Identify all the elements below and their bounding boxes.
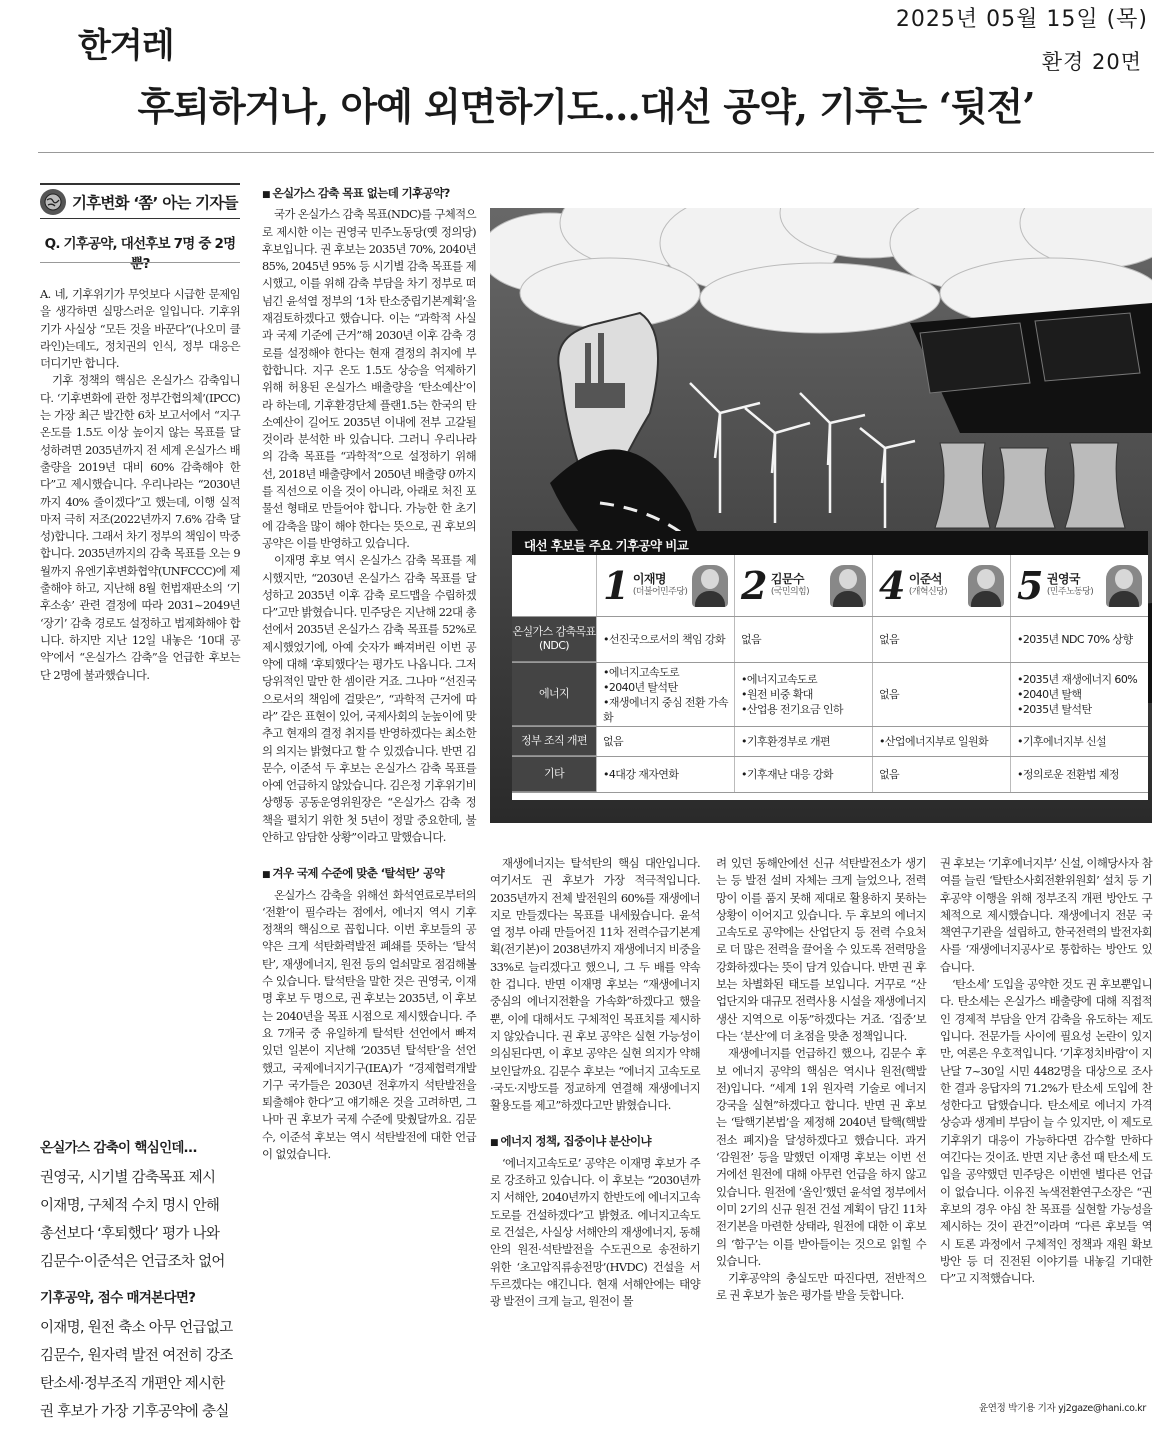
candidate-header bbox=[1010, 555, 1148, 616]
table-cell bbox=[734, 727, 872, 756]
table-row bbox=[512, 757, 1148, 793]
question-heading: Q. 기후공약, 대선후보 7명 중 2명뿐? bbox=[44, 236, 236, 272]
cell-line: 없음 bbox=[603, 735, 624, 748]
candidate-name: 김문수 bbox=[770, 571, 804, 586]
subheading: ■ 에너지 정책, 집중이냐 분산이냐 bbox=[490, 1133, 700, 1152]
table-cell bbox=[872, 663, 1010, 726]
sidebar-summary bbox=[40, 1136, 240, 1426]
comparison-table bbox=[512, 531, 1148, 800]
table-cell bbox=[872, 757, 1010, 792]
sidebar-line: 권영국, 시기별 감축목표 제시 bbox=[40, 1170, 216, 1186]
table-row bbox=[512, 663, 1148, 727]
candidate-party: (민주노동당) bbox=[1046, 586, 1094, 597]
series-label: 기후변화 ‘쫌’ 아는 기자들 bbox=[72, 193, 238, 212]
candidate-photo bbox=[968, 565, 1004, 607]
article-column-2 bbox=[262, 183, 476, 1163]
paragraph: 권 후보는 ‘기후에너지부’ 신설, 이해당사자 참여를 늘린 ‘탈탄소사회전환위원회’ 설치 등 기후공약 이행을 위해 정부조직 개편 방안도 구체적으로 제시했습니다. 재생에너지 전문 국책연구기관을 설립하고, 한국전력의 발전자회사를 ‘재생에너지공사’로 통합하는 방안도 있습니다. bbox=[940, 856, 1152, 974]
table-cell bbox=[872, 617, 1010, 662]
article-column-5 bbox=[940, 855, 1152, 1287]
sidebar-line: 이재명, 구체적 수치 명시 안해 bbox=[40, 1198, 220, 1214]
question-divider bbox=[40, 262, 240, 263]
sidebar-line: 총선보다 ‘후퇴했다’ 평가 나와 bbox=[40, 1226, 220, 1242]
candidate-header bbox=[734, 555, 872, 616]
sidebar-line: 이재명, 원전 축소 아무 언급없고 bbox=[40, 1320, 233, 1336]
cell-line: •2035년 탈석탄 bbox=[1017, 703, 1092, 716]
row-header: 기타 bbox=[512, 757, 596, 792]
cell-line: •기후환경부로 개편 bbox=[741, 735, 830, 748]
cell-line: •2040년 탈핵 bbox=[1017, 688, 1082, 701]
table-row bbox=[512, 617, 1148, 663]
cell-line: •원전 비중 확대 bbox=[741, 688, 813, 701]
table-cell bbox=[734, 617, 872, 662]
cell-line: •기후재난 대응 강화 bbox=[741, 768, 833, 781]
sidebar-line: 김문수·이준석은 언급조차 없어 bbox=[40, 1254, 225, 1270]
section-page: 환경 20면 bbox=[1041, 50, 1142, 74]
cell-line: 없음 bbox=[741, 633, 762, 646]
candidate-header bbox=[596, 555, 734, 616]
cell-line: •4대강 재자연화 bbox=[603, 768, 679, 781]
row-header: 정부 조직 개편 bbox=[512, 727, 596, 756]
cell-line: •2040년 탈석탄 bbox=[603, 680, 678, 694]
earth-icon bbox=[40, 189, 66, 215]
candidate-number: 2 bbox=[741, 563, 767, 608]
cell-line: 없음 bbox=[879, 688, 900, 701]
candidate-party: (국민의힘) bbox=[770, 586, 810, 597]
candidate-name: 이준석 bbox=[908, 571, 942, 586]
headline: 후퇴하거나, 아예 외면하기도…대선 공약, 기후는 ‘뒷전’ bbox=[137, 84, 1035, 129]
paragraph: 재생에너지는 탈석탄의 핵심 대안입니다. 여기서도 권 후보가 가장 적극적입니다. 2035년까지 전체 발전원의 60%를 재생에너지로 만들겠다는 목표를 내세웠습니다. 윤석열 정부 아래 만들어진 11차 전력수급기본계획(전기본)이 2038년까지 재생에너지 비중을 33%로 늘리겠다고 했으니, 그 두 배를 약속한 겁니다. 반면 이재명 후보는 “재생에너지 중심의 에너지전환을 가속화”하겠다고 했을 뿐, 이에 대해서도 구체적인 목표치를 제시하지 않았습니다. 권 후보 공약은 실현 가능성이 의심된다면, 이 후보 공약은 실현 의지가 약해 보인달까요. 김문수 후보는 “에너지 고속도로·국도·지방도를 정교하게 연결해 재생에너지 활용도를 제고”하겠다고만 밝혔습니다. bbox=[490, 856, 700, 1113]
cell-line: •산업용 전기요금 인하 bbox=[741, 703, 843, 716]
header-divider bbox=[38, 152, 1154, 153]
paragraph: 국가 온실가스 감축 목표(NDC)를 구체적으로 제시한 이는 권영국 민주노동당(옛 정의당) 후보입니다. 권 후보는 2035년 70%, 2040년 85%, 2045년 95% 등 시기별 감축 목표를 제시했고, 이를 위해 감축 부담을 차기 정부로 떠넘긴 윤석열 정부의 ‘1차 탄소중립기본계획’을 재검토하겠다고 했습니다. 이는 “과학적 사실과 국제 기준에 근거”해 2030년 이후 감축 경로를 설정해야 한다는 현재 결정의 취지에 부합합니다. 지구 온도 1.5도 상승을 억제하기 위해 허용된 온실가스 배출량을 ‘탄소예산’이라 하는데, 기후환경단체 플랜1.5는 한국의 탄소예산이 길어도 2035년 이내에 전부 고갈될 것이라 분석한 바 있습니다. 그러니 우리나라의 감축 목표를 “과학적”으로 설정하기 위해선, 2018년 배출량에서 2050년 배출량 0까지를 직선으로 이을 것이 아니라, 아래로 처진 포물선 형태로 만들어야 합니다. 가능한 한 초기에 감축을 많이 해야 한다는 뜻으로, 권 후보의 공약은 이를 반영하고 있습니다. bbox=[262, 207, 476, 550]
paragraph: 재생에너지를 언급하긴 했으나, 김문수 후보 에너지 공약의 핵심은 역시나 원전(핵발전)입니다. “세계 1위 원자력 기술로 에너지 강국을 실현”하겠다고 합니다. 반면 권 후보는 ‘탈핵기본법’을 제정해 2040년 탈핵(핵발전소 폐지)을 달성하겠다고 했습니다. 과거 ‘감원전’ 등을 말했던 이재명 후보는 이번 선거에선 원전에 대해 아무런 언급을 하지 않고 있습니다. 원전에 ‘올인’했던 윤석열 정부에서 이미 2기의 신규 원전 건설 계획이 담긴 11차 전기본을 마련한 상태라, 원전에 대한 이 후보의 ‘함구’는 이를 받아들이는 것으로 읽힐 수 있습니다. bbox=[716, 1046, 926, 1268]
paragraph: 려 있던 동해안에선 신규 석탄발전소가 생기는 등 발전 설비 자체는 크게 늘었으나, 전력망이 이를 품지 못해 제대로 활용하지 못하는 상황이 이어지고 있습니다. 두 후보의 에너지고속도로 공약에는 산업단지 등 전력 수요처로 더 많은 전력을 끌어올 수 있도록 전력망을 강화하겠다는 뜻이 담겨 있습니다. 반면 권 후보는 차별화된 태도를 보입니다. 거꾸로 “산업단지와 대규모 전력사용 시설을 재생에너지 생산 지역으로 이동”하겠다는 거죠. ‘집중’보다는 ‘분산’에 더 초점을 맞춘 정책입니다. bbox=[716, 856, 926, 1043]
article-column-1 bbox=[40, 286, 240, 684]
cell-line: •에너지고속도로 bbox=[741, 673, 818, 686]
cell-line: •산업에너지부로 일원화 bbox=[879, 735, 989, 748]
candidate-name: 권영국 bbox=[1046, 571, 1080, 586]
sidebar-heading: 온실가스 감축이 핵심인데… bbox=[40, 1140, 197, 1156]
candidate-photo bbox=[692, 565, 728, 607]
cell-line: •에너지고속도로 bbox=[603, 665, 680, 679]
candidate-header bbox=[872, 555, 1010, 616]
table-row bbox=[512, 727, 1148, 757]
table-title: 대선 후보들 주요 기후공약 비교 bbox=[512, 531, 1148, 555]
candidate-party: (개혁신당) bbox=[908, 586, 948, 597]
candidate-number: 4 bbox=[879, 563, 905, 608]
table-body bbox=[512, 617, 1148, 793]
sidebar-line: 김문수, 원자력 발전 여전히 강조 bbox=[40, 1348, 233, 1364]
series-badge bbox=[40, 183, 240, 219]
candidate-number: 1 bbox=[603, 563, 629, 608]
paragraph: A. 네, 기후위기가 무엇보다 시급한 문제임을 생각하면 실망스러운 일입니다. 기후위기가 사실상 “모든 것을 바꾼다”(나오미 클라인)는데도, 정치권의 인식, 정부 대응은 더디기만 합니다. bbox=[40, 287, 240, 371]
table-cell bbox=[596, 663, 734, 726]
paragraph: 기후 정책의 핵심은 온실가스 감축입니다. ‘기후변화에 관한 정부간협의체’(IPCC)는 가장 최근 발간한 6차 보고서에서 “지구온도를 1.5도 이상 높이지 않는 목표를 달성하려면 2035년까지 전 세계 온실가스 배출량을 2019년 대비 60% 감축해야 한다”고 제시했습니다. 우리나라는 “2030년까지 40% 줄이겠다”고 했는데, 이행 실적마저 극히 저조(2022년까지 7.6% 감축 달성)합니다. 그래서 차기 정부의 책임이 막중합니다. 2035년까지의 감축 목표를 오는 9월까지 유엔기후변화협약(UNFCCC)에 제출해야 하고, 지난해 8월 헌법재판소의 ‘기후소송’ 관련 결정에 따라 2031~2049년 ‘장기’ 감축 경로도 설정하고 법제화해야 합니다. 하지만 지난 12일 내놓은 ‘10대 공약’에서 “온실가스 감축”을 언급한 후보는 단 2명에 불과했습니다. bbox=[40, 373, 240, 682]
row-header: 에너지 bbox=[512, 663, 596, 726]
cell-line: •선진국으로서의 책임 강화 bbox=[603, 633, 725, 646]
paragraph: 이재명 후보 역시 온실가스 감축 목표를 제시했지만, “2030년 온실가스 감축 목표를 달성하고 2035년 이후 감축 로드맵을 수립하겠다”고만 밝혔습니다. 민주당은 지난해 22대 총선에서 2035년 온실가스 감축 목표를 52%로 제시했었기에, 아예 숫자가 빠져버린 이번 공약에 대해 ‘후퇴했다’는 평가도 나옵니다. 그저 당위적인 말만 한 셈이란 거죠. 그나마 “선진국으로서의 책임에 걸맞은”, “과학적 근거에 따라” 같은 표현이 있어, 국제사회의 눈높이에 맞추고 현재의 결정 취지를 반영하겠다는 최소한의 의지는 밝혔다고 할 수 있겠습니다. 반면 김문수, 이준석 두 후보는 온실가스 감축 목표를 아예 언급하지 않았습니다. 김은정 기후위기비상행동 공동운영위원장은 “온실가스 감축 정책을 펼치기 위한 첫 5년이 정말 중요한데, 불안하고 암담한 상황”이라고 말했습니다. bbox=[262, 553, 476, 844]
cell-line: 없음 bbox=[879, 633, 900, 646]
cell-line: •2035년 NDC 70% 상향 bbox=[1017, 633, 1133, 646]
table-header-row bbox=[512, 555, 1148, 617]
cell-line: •정의로운 전환법 제정 bbox=[1017, 768, 1119, 781]
table-cell bbox=[734, 663, 872, 726]
sidebar-line: 탄소세·정부조직 개편안 제시한 bbox=[40, 1376, 225, 1392]
table-cell bbox=[1010, 727, 1148, 756]
paragraph: ‘에너지고속도로’ 공약은 이재명 후보가 주로 강조하고 있습니다. 이 후보는 “2030년까지 서해안, 2040년까지 한반도에 에너지고속도로를 건설하겠다”고 밝혔죠. 에너지고속도로 건설은, 사실상 서해안의 재생에너지, 동해안의 원전·석탄발전을 수도권으로 송전하기 위한 ‘초고압직류송전망’(HVDC) 건설을 서두르겠다는 얘긴니다. 현재 서해안에는 태양광 발전이 크게 늘고, 원전이 몰 bbox=[490, 1155, 700, 1309]
candidate-name: 이재명 bbox=[632, 571, 666, 586]
paragraph: 온실가스 감축을 위해선 화석연료로부터의 ‘전환’이 필수라는 점에서, 에너지 역시 기후 정책의 핵심으로 꼽힙니다. 이번 후보들의 공약은 크게 석탄화력발전 폐쇄를 뜻하는 ‘탈석탄’, 재생에너지, 원전 등의 얼쇠말로 점검해볼 수 있습니다. 탈석탄을 말한 것은 권영국, 이재명 후보 두 명으로, 권 후보는 2035년, 이 후보는 2040년을 목표 시점으로 제시했습니다. 주요 7개국 중 유일하게 탈석탄 선언에서 빠져 있던 일본이 지난해 ‘2035년 탈석탄’을 선언했고, 국제에너지기구(IEA)가 “경제협력개발기구 국가들은 2030년 전후까지 석탄발전을 퇴출해야 한다”고 얘기해온 것을 고려하면, 그나마 권 후보가 국제 수준에 맞췄달까요. 김문수, 이준석 후보는 역시 석탄발전에 대한 언급이 없었습니다. bbox=[262, 887, 476, 1162]
cell-line: •재생에너지 중심 전환 가속화 bbox=[603, 695, 728, 724]
table-cell bbox=[1010, 757, 1148, 792]
byline: 윤연정 박기용 기자 yj2gaze@hani.co.kr bbox=[978, 1403, 1146, 1414]
table-cell bbox=[1010, 663, 1148, 726]
candidate-party: (더불어민주당) bbox=[632, 586, 688, 597]
table-cell bbox=[872, 727, 1010, 756]
row-header: 온실가스 감축목표(NDC) bbox=[512, 617, 596, 662]
table-cell bbox=[596, 727, 734, 756]
sidebar-line: 권 후보가 가장 기후공약에 충실 bbox=[40, 1404, 229, 1420]
paragraph: 기후공약의 충실도만 따진다면, 전반적으로 권 후보가 높은 평가를 받을 듯합니다. bbox=[716, 1271, 926, 1303]
candidate-number: 5 bbox=[1017, 563, 1043, 608]
paragraph: ‘탄소세’ 도입을 공약한 것도 권 후보뿐입니다. 탄소세는 온실가스 배출량에 대해 직접적인 경제적 부담을 안겨 감축을 유도하는 제도입니다. 전문가들 사이에 필요성 논란이 있지만, 여론은 우호적입니다. ‘기후정치바람’이 지난달 7~30일 시민 4482명을 대상으로 조사한 결과 응답자의 71.2%가 탄소세 도입에 찬성한다고 답했습니다. 탄소세로 에너지 가격 상승과 생계비 부담이 늘 수 있지만, 이 제도로 기후위기 대응이 가능하다면 감수할 만하다 여긴다는 것이죠. 반면 지난 총선 때 탄소세 도입을 공약했던 민주당은 이번엔 별다른 언급이 없습니다. 이유진 녹색전환연구소장은 “권 후보의 경우 야심 찬 목표를 실현할 가능성을 제시하는 것이 관건”이라며 “다른 후보들 역시 토론 과정에서 구체적인 정책과 재원 확보 방안 등 더 진전된 이야기를 내놓길 기대한다”고 지적했습니다. bbox=[940, 977, 1152, 1286]
subheading: ■ 온실가스 감축 목표 없는데 기후공약? bbox=[262, 185, 476, 204]
sidebar-heading: 기후공약, 점수 매겨본다면? bbox=[40, 1290, 196, 1306]
candidate-photo bbox=[1106, 565, 1142, 607]
subheading: ■ 겨우 국제 수준에 맞춘 ‘탈석탄’ 공약 bbox=[262, 865, 476, 884]
article-column-4 bbox=[716, 855, 926, 1305]
cell-line: •2035년 재생에너지 60% bbox=[1017, 673, 1138, 686]
article-column-3 bbox=[490, 855, 700, 1310]
cell-line: •기후에너지부 신설 bbox=[1017, 735, 1106, 748]
table-cell bbox=[596, 617, 734, 662]
cell-line: 없음 bbox=[879, 768, 900, 781]
masthead-logo: 한겨레 bbox=[78, 26, 174, 66]
candidate-photo bbox=[830, 565, 866, 607]
issue-date: 2025년 05월 15일 (목) bbox=[895, 7, 1148, 32]
table-cell bbox=[734, 757, 872, 792]
table-cell bbox=[596, 757, 734, 792]
table-cell bbox=[1010, 617, 1148, 662]
